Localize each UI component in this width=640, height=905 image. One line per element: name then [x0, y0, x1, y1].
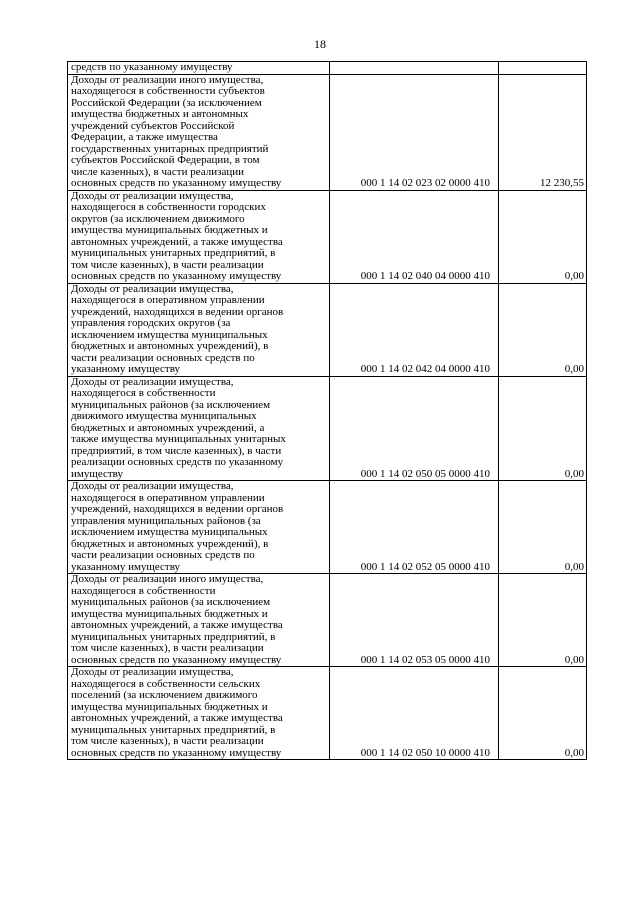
row-description: Доходы от реализации имущества, находящегося в собственности городских округов (за исключением движимого имущества муниципальных бюджетных и автономных учреждений, а также имущества муниципальных унитарных предприятий, в том числе казенных), в части реализации основных средств по указанному имуществу — [68, 190, 330, 283]
row-description: Доходы от реализации иного имущества, находящегося в собственности субъектов Российской Федерации (за исключением имущества бюджетных и автономных учреждений субъектов Российской Федерации, а также имущества государственных унитарных предприятий субъектов Российской Федерации, в том числе казенных), в части реализации основных средств по указанному имуществу — [68, 74, 330, 190]
row-description: средств по указанному имуществу — [68, 62, 330, 75]
row-budget-code: 000 1 14 02 040 04 0000 410 — [330, 190, 499, 283]
row-amount: 12 230,55 — [499, 74, 587, 190]
row-amount — [499, 62, 587, 75]
table-row — [68, 481, 587, 574]
row-budget-code — [330, 62, 499, 75]
row-budget-code: 000 1 14 02 052 05 0000 410 — [330, 481, 499, 574]
row-amount: 0,00 — [499, 376, 587, 481]
row-description: Доходы от реализации имущества, находящегося в собственности муниципальных районов (за исключением движимого имущества муниципальных бюджетных и автономных учреждений, а также имущества муниципальных унитарных предприятий, в том числе казенных), в части реализации основных средств по указанному имуществу — [68, 376, 330, 481]
table-row — [68, 74, 587, 190]
table-row — [68, 667, 587, 760]
row-description: Доходы от реализации имущества, находящегося в оперативном управлении учреждений, находящихся в ведении органов управления городских округов (за исключением имущества муниципальных бюджетных и автономных учреждений), в части реализации основных средств по указанному имуществу — [68, 283, 330, 376]
row-amount: 0,00 — [499, 667, 587, 760]
row-budget-code: 000 1 14 02 053 05 0000 410 — [330, 574, 499, 667]
table-row — [68, 190, 587, 283]
table-row — [68, 62, 587, 75]
row-budget-code: 000 1 14 02 050 10 0000 410 — [330, 667, 499, 760]
row-amount: 0,00 — [499, 574, 587, 667]
row-description: Доходы от реализации имущества, находящегося в оперативном управлении учреждений, находящихся в ведении органов управления муниципальных районов (за исключением имущества муниципальных бюджетных и автономных учреждений), в части реализации основных средств по указанному имуществу — [68, 481, 330, 574]
row-budget-code: 000 1 14 02 023 02 0000 410 — [330, 74, 499, 190]
revenue-table — [67, 61, 587, 760]
row-budget-code: 000 1 14 02 050 05 0000 410 — [330, 376, 499, 481]
row-description: Доходы от реализации имущества, находящегося в собственности сельских поселений (за исключением движимого имущества муниципальных бюджетных и автономных учреждений, а также имущества муниципальных унитарных предприятий, в том числе казенных), в части реализации основных средств по указанному имуществу — [68, 667, 330, 760]
row-description: Доходы от реализации иного имущества, находящегося в собственности муниципальных районов (за исключением имущества муниципальных бюджетных и автономных учреждений, а также имущества муниципальных унитарных предприятий, в том числе казенных), в части реализации основных средств по указанному имуществу — [68, 574, 330, 667]
table-row — [68, 283, 587, 376]
page-number: 18 — [314, 37, 326, 51]
table-row — [68, 574, 587, 667]
row-budget-code: 000 1 14 02 042 04 0000 410 — [330, 283, 499, 376]
row-amount: 0,00 — [499, 481, 587, 574]
row-amount: 0,00 — [499, 283, 587, 376]
row-amount: 0,00 — [499, 190, 587, 283]
table-row — [68, 376, 587, 481]
